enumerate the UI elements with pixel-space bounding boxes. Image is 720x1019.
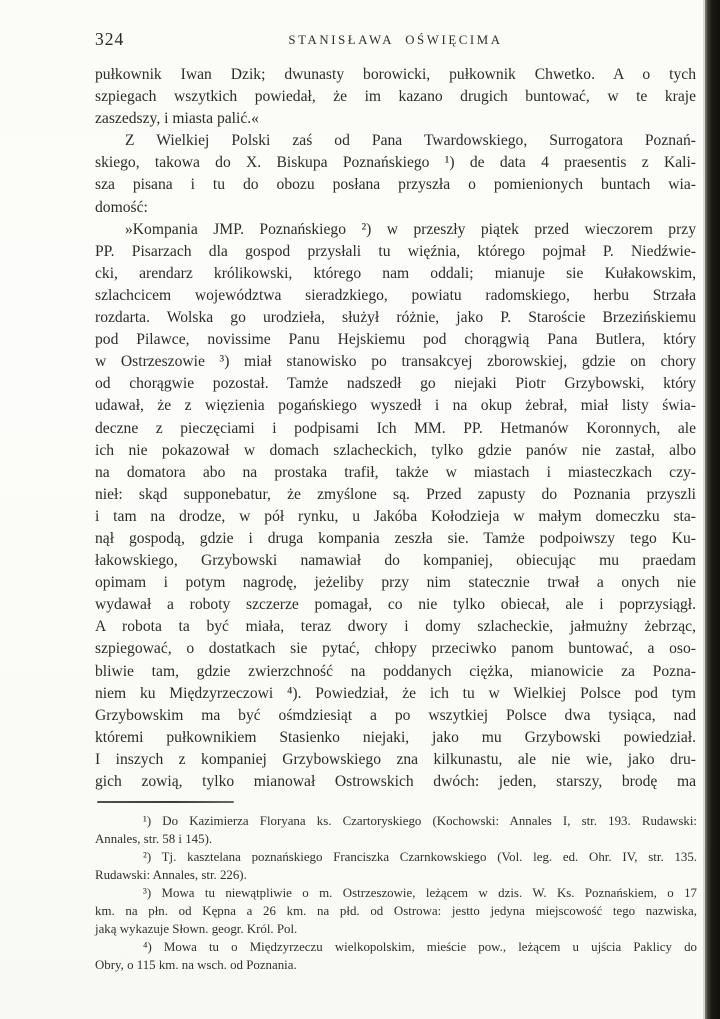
text-line: skiego, takowa do X. Biskupa Poznańskiego ¹) de data 4 praesentis z Kali- <box>95 154 696 172</box>
text-line: domość: <box>95 198 148 216</box>
text-line: pułkownik Iwan Dzik; dwunasty borowicki, pułkownik Chwetko. A o tych <box>95 66 696 83</box>
text-line: I inszych z kompaniej Grzybowskiego zna kilkunastu, ale nie wie, jako dru- <box>95 750 696 768</box>
text-line: Z Wielkiej Polski zaś od Pana Twardowskiego, Surrogatora Poznań- <box>125 132 696 150</box>
footnote-line: Obry, o 115 km. na wsch. od Poznania. <box>95 958 297 972</box>
text-line: nął gospodą, gdzie i druga kompania zeszła sie. Tamże podpoiwszy tego Ku- <box>95 529 696 547</box>
text-line: ich nie pokazował w domach szlacheckich, tylko gdzie panów nie zastał, albo <box>95 441 696 459</box>
text-line: cki, arendarz królikowski, którego nam oddali; mianuje sie Kułakowskim, <box>95 264 696 282</box>
footnote-line: jaką wykazuje Słown. geogr. Król. Pol. <box>95 922 298 936</box>
footnotes-block <box>95 812 697 974</box>
footnote-line: km. na płn. od Kępna a 26 km. na płd. od Ostrowa: jestto jedyna miejscowość tego nazwiska, <box>95 904 697 918</box>
page-number: 324 <box>95 29 125 49</box>
text-line: szpiegach wszytkich powiedał, że im kazano drugich buntować, w te kraje <box>95 88 696 106</box>
text-line: w Ostrzeszowie ³) miał stanowisko po transakcyej zborowskiej, gdzie on chory <box>95 353 696 371</box>
text-line: szpiegować, o dostatkach sie pytać, chłopy przeciwko panom buntować, a oso- <box>95 640 696 658</box>
text-line: »Kompania JMP. Poznańskiego ²) w przeszły piątek przed wieczorem przy <box>125 220 696 238</box>
footnote <box>95 848 697 884</box>
text-line: Grzybowskim ma być ośmdziesiąt a po wszytkiej Polsce dwa tysiąca, nad <box>95 706 696 724</box>
footnote-line: ⁴) Mowa tu o Międzyrzeczu wielkopolskim, mieście pow., leżącem u ujścia Paklicy do <box>143 940 697 954</box>
text-line: łakowskiego, Grzybowski namawiał do kompaniej, obiecując mu praedam <box>95 552 696 570</box>
text-line: udawał, że z więzienia pogańskiego wyszedł i na okup żebrał, miał listy świa- <box>95 397 696 415</box>
footnote-line: Rudawski: Annales, str. 226). <box>95 868 247 882</box>
footnote-line: ²) Tj. kasztelana poznańskiego Franciszka Czarnkowskiego (Vol. leg. ed. Ohr. IV, str. 135. <box>143 850 697 864</box>
footnote-line: Annales, str. 58 i 145). <box>95 832 213 846</box>
page-header <box>95 31 696 51</box>
body-text <box>95 64 696 793</box>
paragraph <box>95 64 696 130</box>
text-line: zaszedszy, i miasta palić.« <box>95 110 259 128</box>
text-line: PP. Pisarzach dla gospod przysłali tu więźnia, którego pojmał P. Niedźwie- <box>95 242 696 260</box>
text-line: szlachcicem województwa sieradzkiego, powiatu radomskiego, herbu Strzała <box>95 286 696 304</box>
text-line: deczne z pieczęciami i podpisami Ich MM. PP. Hetmanów Koronnych, ale <box>95 419 696 437</box>
text-line: na domatora abo na prostaka trafił, także w miastach i miasteczkach czy- <box>95 463 696 481</box>
text-line: opimam i potym nagrodę, jeżeliby przy nim statecznie trwał a onych nie <box>95 574 696 592</box>
text-line: gich zowią, tylko mianował Ostrowskich dwóch: jeden, starszy, brodę ma <box>95 773 696 790</box>
text-line: A robota ta być miała, teraz dwory i domy szlacheckie, jałmużny żebrząc, <box>95 618 696 636</box>
scan-edge-shadow <box>705 0 720 1019</box>
text-line: sza pisana i tu do obozu posłana przyszła o pomienionych buntach wia- <box>95 176 696 194</box>
text-line: wydawał a roboty szczerze pomagał, co nie tylko obiecał, ale i poprzysiągł. <box>95 596 696 614</box>
running-header-title: STANISŁAWA OŚWIĘCIMA <box>288 33 503 47</box>
text-line: któremi pułkownikiem Stasienko niejaki, jako mu Grzybowski powiedział. <box>95 728 696 746</box>
footnote <box>95 938 697 974</box>
paragraph <box>95 130 696 218</box>
text-line: od chorągwie pozostał. Tamże nadszedł go niejaki Piotr Grzybowski, który <box>95 375 696 393</box>
footnote-line: ³) Mowa tu niewątpliwie o m. Ostrzeszowie, leżącem w dzis. W. Ks. Poznańskiem, o 17 <box>143 886 697 900</box>
text-line: bliwie tam, gdzie zwierzchność na poddanych ciężka, mianowicie za Pozna- <box>95 662 696 680</box>
text-line: nieł: skąd supponebatur, że zmyślone są. Przed zapusty do Poznania przyszli <box>95 485 696 503</box>
text-line: pod Pilawce, novissime Panu Hejskiemu pod chorągwią Pana Butlera, który <box>95 331 696 349</box>
footnote <box>95 812 697 848</box>
footnote <box>95 884 697 938</box>
text-line: i tam na drodze, w pół rynku, u Jakóba Kołodzieja w małym domeczku sta- <box>95 507 696 525</box>
footnote-separator-rule <box>97 801 234 803</box>
footnote-line: ¹) Do Kazimierza Floryana ks. Czartoryskiego (Kochowski: Annales I, str. 193. Rudawski: <box>143 814 697 828</box>
text-line: rozdarta. Wolska go urodzieła, służył różnie, jako P. Staroście Brzezińskiemu <box>95 309 696 327</box>
text-line: niem ku Międzyrzeczowi ⁴). Powiedział, że ich tu w Wielkiej Polsce pod tym <box>95 684 696 702</box>
paragraph <box>95 219 696 793</box>
